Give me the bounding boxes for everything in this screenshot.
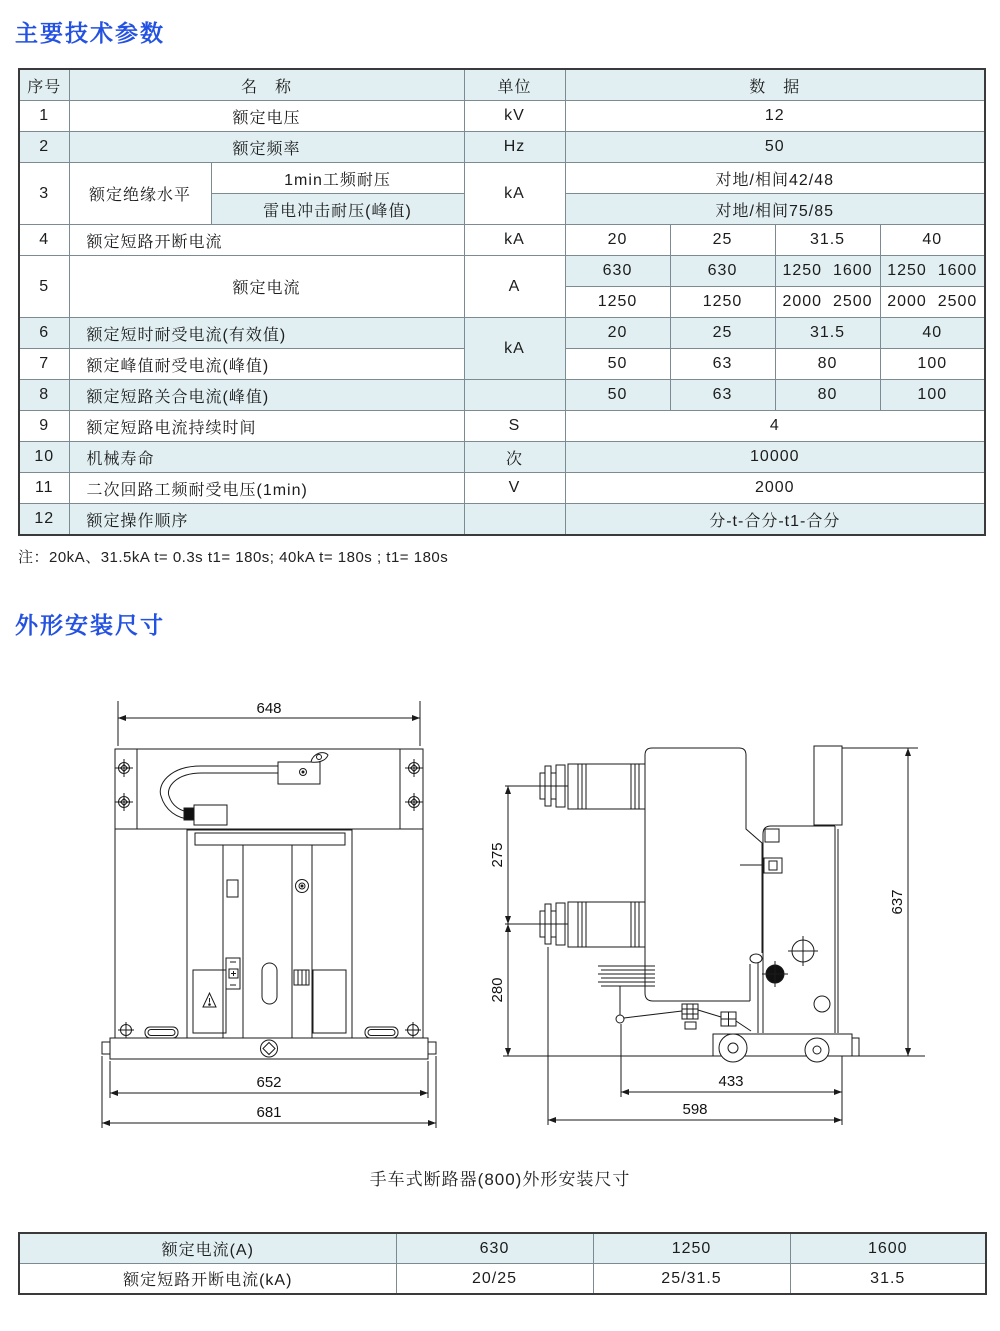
section-title-dimensions: 外形安装尺寸 [15,612,165,638]
cell-no: 4 [19,225,69,256]
table-row [19,504,985,536]
dim-label-433: 433 [718,1073,744,1090]
cell-no: 5 [19,256,69,318]
upper-bushing [505,764,645,809]
cell-data: 20 [565,318,670,349]
cell-data: 对地/相间42/48 [565,163,985,194]
cell-name: 额定峰值耐受电流(峰值) [69,349,464,380]
rating-value: 25/31.5 [593,1264,790,1295]
cell-data: 31.5 [775,318,880,349]
cell-name: 额定电流 [69,256,464,318]
dim-label-652: 652 [256,1074,282,1091]
base-plate [102,1038,436,1059]
oval-slot [262,963,277,1004]
mounting-hole-icon [115,793,133,811]
cell-data: 2000 2500 [880,287,985,318]
front-wheel [719,1034,747,1062]
rating-row-breaking [19,1264,986,1295]
rating-value: 20/25 [396,1264,593,1295]
cell-data: 2000 2500 [775,287,880,318]
dim-637 [842,748,918,1056]
cell-data: 2000 [565,473,985,504]
cell-data: 80 [775,349,880,380]
cell-data: 80 [775,380,880,411]
dim-275 [489,786,508,924]
front-view-drawing [85,689,465,1139]
cell-data: 20 [565,225,670,256]
cell-no: 8 [19,380,69,411]
dim-label-637: 637 [889,889,906,915]
lower-bushing [505,902,645,947]
cell-data: 50 [565,132,985,163]
frame-plate [814,746,842,825]
cell-data: 12 [565,101,985,132]
linkage [624,1004,751,1031]
handle [145,1027,178,1038]
cell-no: 3 [19,163,69,225]
cabinet-body [115,829,423,1038]
mounting-hole-icon [405,793,423,811]
mounting-hole-icon [405,1022,421,1038]
cell-no: 7 [19,349,69,380]
header-name: 名 称 [69,69,464,101]
side-view-drawing [485,711,935,1141]
cell-no: 9 [19,411,69,442]
header-data: 数 据 [565,69,985,101]
cell-unit [464,504,565,536]
cell-data: 40 [880,225,985,256]
section-title-parameters: 主要技术参数 [15,20,165,46]
table-header-row [19,69,985,101]
rating-value: 31.5 [790,1264,986,1295]
cell-name: 额定短路开断电流 [69,225,464,256]
drawing-caption: 手车式断路器(800)外形安装尺寸 [369,1170,631,1189]
shaft-dot-icon [762,961,788,987]
cell-data: 630 [565,256,670,287]
rating-value: 1250 [593,1233,790,1264]
dim-label-598: 598 [682,1101,708,1118]
header-unit: 单位 [464,69,565,101]
handle [365,1027,398,1038]
warning-triangle-icon [203,993,216,1007]
cell-data: 1250 [670,287,775,318]
dim-label-275: 275 [489,842,506,868]
table-row [19,442,985,473]
cell-no: 10 [19,442,69,473]
rating-row-current [19,1233,986,1264]
dim-598 [548,947,842,1125]
rating-label: 额定电流(A) [19,1233,396,1264]
cell-name: 机械寿命 [69,442,464,473]
cell-data: 63 [670,349,775,380]
cell-unit: kA [464,225,565,256]
cell-no: 11 [19,473,69,504]
cell-data: 1250 1600 [775,256,880,287]
control-cable [160,753,328,825]
cell-name: 额定短路电流持续时间 [69,411,464,442]
dim-label-280: 280 [489,977,506,1003]
cell-data: 63 [670,380,775,411]
cell-unit [464,380,565,411]
table-row [19,132,985,163]
rating-label: 额定短路开断电流(kA) [19,1264,396,1295]
mounting-hole-icon [118,1022,134,1038]
cell-unit: 次 [464,442,565,473]
dimension-drawings [0,640,1000,1202]
cell-data: 1250 1600 [880,256,985,287]
cell-name: 额定绝缘水平 [69,163,211,225]
cell-data: 25 [670,225,775,256]
cell-data: 50 [565,349,670,380]
table-row [19,473,985,504]
cell-unit: Hz [464,132,565,163]
cell-data: 4 [565,411,985,442]
top-panel [115,749,423,829]
cell-no: 6 [19,318,69,349]
cell-unit: A [464,256,565,318]
mounting-hole-icon [405,759,423,777]
dim-label-681: 681 [256,1104,282,1121]
cell-data: 1250 [565,287,670,318]
cell-no: 1 [19,101,69,132]
table-row [19,411,985,442]
pole-body [645,748,762,1033]
cell-data: 100 [880,380,985,411]
cell-data: 分-t-合分-t1-合分 [565,504,985,536]
truck-base [713,1034,859,1062]
cell-no: 2 [19,132,69,163]
cell-unit: kA [464,318,565,380]
table-row [19,225,985,256]
rating-value: 1600 [790,1233,986,1264]
parameters-table [18,68,986,536]
mounting-hole-icon [115,759,133,777]
cell-name: 二次回路工频耐受电压(1min) [69,473,464,504]
dim-label-648: 648 [256,700,282,717]
dim-280 [489,924,508,1056]
cell-name: 额定频率 [69,132,464,163]
table-row [19,380,985,411]
flexible-connector [598,966,655,1023]
rating-value: 630 [396,1233,593,1264]
cell-unit: kV [464,101,565,132]
cell-data: 50 [565,380,670,411]
rear-wheel [805,1038,829,1062]
cell-name: 额定操作顺序 [69,504,464,536]
dim-681 [102,1056,436,1128]
cell-data: 对地/相间75/85 [565,194,985,225]
cell-name: 额定短时耐受电流(有效值) [69,318,464,349]
cell-unit: S [464,411,565,442]
table-row [19,163,985,194]
cell-no: 12 [19,504,69,536]
cell-unit: kA [464,163,565,225]
diamond-bolt-icon [261,1040,278,1057]
table-row [19,318,985,349]
dim-648 [118,700,420,746]
cell-data: 40 [880,318,985,349]
rating-table [18,1232,987,1295]
cell-name: 额定电压 [69,101,464,132]
dim-652 [110,1061,428,1098]
header-no: 序号 [19,69,69,101]
cell-data: 100 [880,349,985,380]
table-footnote: 注：20kA、31.5kA t= 0.3s t1= 180s; 40kA t= 180s ; t1= 180s [18,549,449,566]
mechanism-box [740,826,838,1033]
cell-data: 31.5 [775,225,880,256]
pivot-crosshair-icon [788,936,818,966]
cell-subname: 1min工频耐压 [211,163,464,194]
cell-data: 25 [670,318,775,349]
cell-subname: 雷电冲击耐压(峰值) [211,194,464,225]
hole-icon [814,996,830,1012]
table-row [19,256,985,287]
cell-name: 额定短路关合电流(峰值) [69,380,464,411]
cell-data: 630 [670,256,775,287]
table-row [19,101,985,132]
cell-unit: V [464,473,565,504]
cell-data: 10000 [565,442,985,473]
